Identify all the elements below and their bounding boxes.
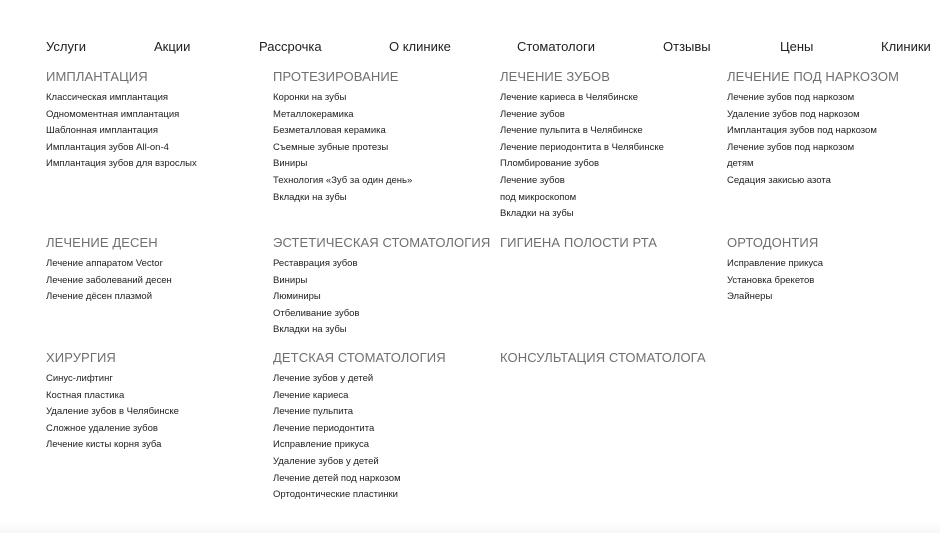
menu-group-title[interactable]: ИМПЛАНТАЦИЯ <box>46 69 148 84</box>
menu-link[interactable]: Реставрация зубов <box>273 258 358 269</box>
menu-link[interactable]: Имплантация зубов под наркозом <box>727 125 877 137</box>
menu-link[interactable]: Лечение зубов под наркозом <box>727 92 855 103</box>
nav-item-prices[interactable]: Цены <box>780 39 814 54</box>
menu-link[interactable]: Синус-лифтинг <box>46 373 113 384</box>
menu-link[interactable]: Сложное удаление зубов <box>46 422 158 434</box>
menu-link[interactable]: Лечение дёсен плазмой <box>46 291 152 303</box>
menu-group-prosthetics <box>273 69 412 206</box>
menu-link[interactable]: Съемные зубные протезы <box>273 141 389 153</box>
menu-group-title[interactable]: ДЕТСКАЯ СТОМАТОЛОГИЯ <box>273 350 446 365</box>
menu-group-list <box>46 256 172 306</box>
menu-link[interactable]: Коронки на зубы <box>273 92 347 103</box>
menu-link[interactable]: Виниры <box>273 274 308 286</box>
menu-link[interactable]: Элайнеры <box>727 291 773 303</box>
menu-link[interactable]: Имплантация зубов All-on-4 <box>46 141 169 153</box>
nav-item-installment[interactable]: Рассрочка <box>259 39 322 54</box>
menu-link[interactable]: Лечение аппаратом Vector <box>46 258 163 269</box>
menu-link[interactable]: Удаление зубов в Челябинске <box>46 406 179 418</box>
menu-group-title[interactable]: ЛЕЧЕНИЕ ЗУБОВ <box>500 69 610 84</box>
menu-link[interactable]: Удаление зубов под наркозом <box>727 108 860 120</box>
menu-group-title[interactable]: ЛЕЧЕНИЕ ДЕСЕН <box>46 235 158 250</box>
menu-link[interactable]: Лечение кисты корня зуба <box>46 439 162 451</box>
menu-link[interactable]: Пломбирование зубов <box>500 158 600 170</box>
menu-link[interactable]: Отбеливание зубов <box>273 307 360 319</box>
menu-link[interactable]: под микроскопом <box>500 191 577 203</box>
menu-link[interactable]: Лечение периодонтита в Челябинске <box>500 141 664 153</box>
menu-group-under-anesthesia <box>727 69 899 190</box>
menu-link[interactable]: Лечение кариеса <box>273 389 349 401</box>
menu-group-gum-treatment <box>46 235 172 306</box>
menu-link[interactable]: Шаблонная имплантация <box>46 125 158 137</box>
menu-link[interactable]: Исправление прикуса <box>273 439 370 451</box>
menu-group-title[interactable]: ХИРУРГИЯ <box>46 350 116 365</box>
menu-link[interactable]: Лечение периодонтита <box>273 422 375 434</box>
menu-link[interactable]: Удаление зубов у детей <box>273 455 379 467</box>
nav-item-clinics[interactable]: Клиники <box>881 39 931 54</box>
menu-link[interactable]: Вкладки на зубы <box>273 191 347 203</box>
menu-group-list <box>727 256 823 306</box>
menu-link[interactable]: Лечение пульпита в Челябинске <box>500 125 643 137</box>
menu-group-title[interactable]: КОНСУЛЬТАЦИЯ СТОМАТОЛОГА <box>500 350 706 365</box>
menu-link[interactable]: Технология «Зуб за один день» <box>273 174 413 186</box>
menu-group-list <box>273 371 446 504</box>
menu-link[interactable]: Седация закисью азота <box>727 174 831 186</box>
menu-group-list <box>727 90 899 190</box>
menu-link[interactable]: Лечение зубов <box>500 174 565 186</box>
nav-item-services[interactable]: Услуги <box>46 39 86 54</box>
menu-link[interactable]: Лечение пульпита <box>273 406 354 418</box>
nav-item-about-clinic[interactable]: О клинике <box>389 39 451 54</box>
menu-group-list <box>273 256 490 339</box>
menu-link[interactable]: Установка брекетов <box>727 274 815 286</box>
menu-group-list <box>46 371 179 454</box>
nav-item-dentists[interactable]: Стоматологи <box>517 39 596 54</box>
menu-group-list <box>46 90 197 173</box>
menu-group-dental-treatment <box>500 69 664 223</box>
menu-link[interactable]: Вкладки на зубы <box>273 324 347 336</box>
menu-link[interactable]: Исправление прикуса <box>727 258 824 269</box>
menu-link[interactable]: Имплантация зубов для взрослых <box>46 158 197 170</box>
menu-link[interactable]: Лечение кариеса в Челябинске <box>500 92 639 103</box>
menu-link[interactable]: детям <box>727 158 754 170</box>
nav-item-promotions[interactable]: Акции <box>154 39 191 54</box>
menu-group-consultation <box>500 350 706 371</box>
nav-item-reviews[interactable]: Отзывы <box>663 39 711 54</box>
menu-link[interactable]: Классическая имплантация <box>46 92 169 103</box>
menu-link[interactable]: Лечение зубов <box>500 108 565 120</box>
menu-link[interactable]: Лечение детей под наркозом <box>273 472 401 484</box>
menu-link[interactable]: Костная пластика <box>46 389 125 401</box>
menu-group-surgery <box>46 350 179 454</box>
menu-link[interactable]: Вкладки на зубы <box>500 208 574 220</box>
menu-link[interactable]: Люминиры <box>273 291 321 303</box>
menu-group-implantation <box>46 69 197 173</box>
menu-group-title[interactable]: ЭСТЕТИЧЕСКАЯ СТОМАТОЛОГИЯ <box>273 235 491 250</box>
menu-link[interactable]: Металлокерамика <box>273 108 354 120</box>
menu-group-list <box>273 90 412 206</box>
menu-link[interactable]: Лечение зубов у детей <box>273 373 374 384</box>
menu-link[interactable]: Одномоментная имплантация <box>46 108 180 120</box>
menu-group-title[interactable]: ОРТОДОНТИЯ <box>727 235 819 250</box>
menu-group-oral-hygiene <box>500 235 657 256</box>
menu-group-list <box>500 90 664 223</box>
menu-group-orthodontics <box>727 235 823 306</box>
menu-group-pediatric-dentistry <box>273 350 446 504</box>
menu-link[interactable]: Лечение заболеваний десен <box>46 274 172 286</box>
menu-group-title[interactable]: ПРОТЕЗИРОВАНИЕ <box>273 69 399 84</box>
menu-group-title[interactable]: ГИГИЕНА ПОЛОСТИ РТА <box>500 235 658 250</box>
menu-link[interactable]: Безметалловая керамика <box>273 125 386 137</box>
menu-group-title[interactable]: ЛЕЧЕНИЕ ПОД НАРКОЗОМ <box>727 69 900 84</box>
menu-link[interactable]: Ортодонтические пластинки <box>273 489 398 501</box>
menu-bottom-shadow <box>0 521 940 533</box>
menu-link[interactable]: Лечение зубов под наркозом <box>727 141 855 153</box>
menu-link[interactable]: Виниры <box>273 158 308 170</box>
menu-group-aesthetic-dentistry <box>273 235 490 339</box>
